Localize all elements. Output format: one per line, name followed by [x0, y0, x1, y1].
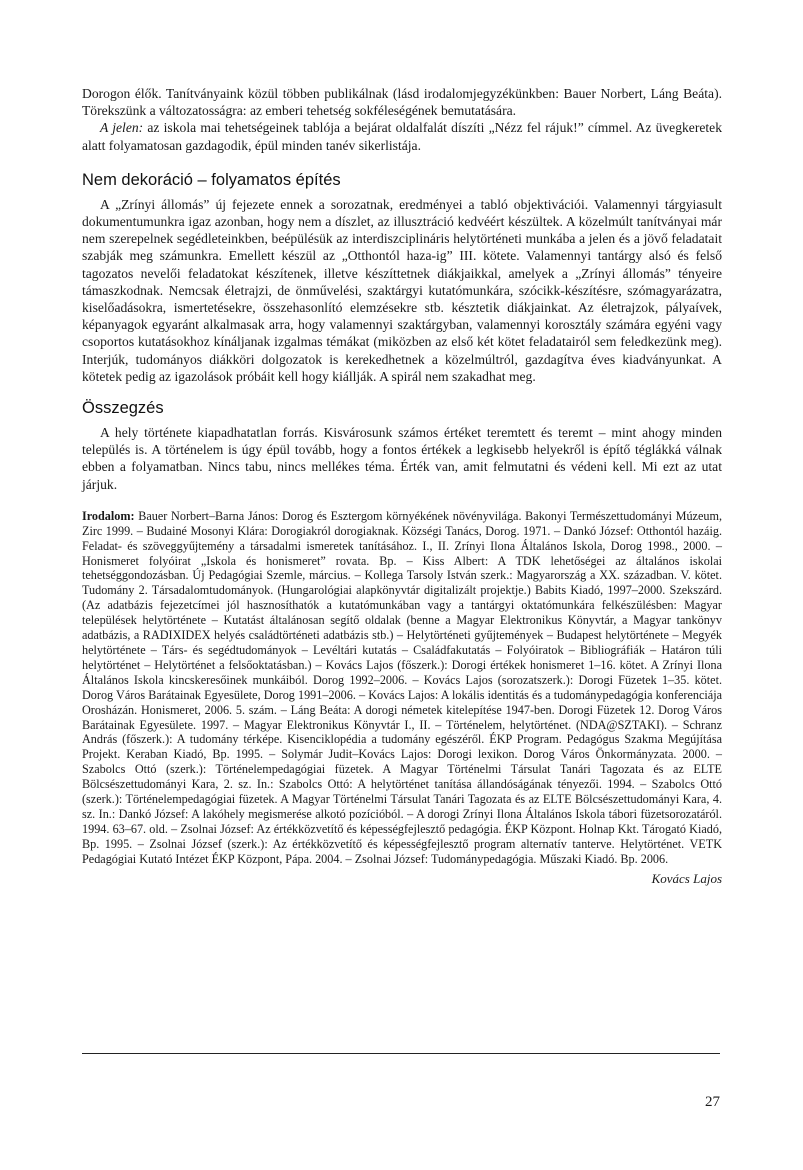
author-signature: Kovács Lajos: [651, 870, 722, 886]
footer-rule: [82, 1053, 720, 1054]
section-title-nem-dekoracio: Nem dekoráció – folyamatos építés: [82, 170, 341, 189]
references: [82, 509, 722, 867]
page-number: 27: [705, 1094, 720, 1110]
intro-paragraph-jelen: [82, 119, 722, 153]
section1-paragraph: A „Zrínyi állomás” új fejezete ennek a sorozatnak, eredményei a tabló objektivációi. Valamennyi tárgyiasult dokumentumunkra igaz azonban, hogy nem a díszlet, az illusztráció kedvéért készültek. A közelmúlt tanítványai már nem szerepelnek segédleteinkben, beépülésük az interdiszciplináris helytörténeti munkába a jelen és a jövő feladatait szabják meg számunkra. Emellett készül az „Otthontól haza-ig” III. kötete. Valamennyi tantárgy alsó és felső tagozatos nevelői feladatokat készítenek, illetve készíttetnek diákjaikkal, amelyek a „Zrínyi állomás” tényeire támaszkodnak. Nemcsak életrajzi, de önművelési, szaktárgyi kutatómunkára, szócikk-készítésre, szómagyarázatra, kiselőadásokra, ismertetésekre, összehasonlító elemzésekre stb. késztetik diákjainkat. Az életrajzok, pályaívek, képanyagok egyaránt alkalmasak arra, hogy valamennyi szaktárgyban, valamennyi korosztály számára egyéni vagy csoportos kutatásokhoz kínáljanak izgalmas témákat (miközben az első két kötet feladatairól sem feledkezünk meg). Interjúk, tudományos diákköri dolgozatok is kerekedhetnek a közelmúltról, gazdagítva éves kiadványunkat. A kötetek pedig az igazolások próbáit kell hogy kiállják. A spirál nem szakadhat meg.: [82, 196, 722, 384]
references-label: Irodalom:: [82, 508, 135, 523]
jelen-lead: A jelen:: [100, 120, 144, 136]
intro-paragraph: Dorogon élők. Tanítványaink közül többen publikálnak (lásd irodalomjegyzékünkben: Bauer Norbert, Láng Beáta). Törekszünk a változatosságra: az emberi tehetség sokféleségének bemutatására.: [82, 86, 722, 119]
section-title-osszegzes: Összegzés: [82, 399, 164, 418]
references-text: Bauer Norbert–Barna János: Dorog és Esztergom környékének növényvilága. Bakonyi Természettudományi Múzeum, Zirc 1999. – Budainé Mosonyi Klára: Dorogiakról dorogiaknak. Községi Tanács, Dorog. 1971. – Dankó József: Otthontól hazáig. Feladat- és szöveggyűjtemény a társadalmi ismeretek tanításához. I., II. Zrínyi Ilona Általános Iskola, Dorog 1998., 2000. – Honismeret folyóirat „Iskola és honismeret” rovata. Bp. – Kiss Albert: A TDK lehetőségei az általános iskolai tehetséggondozásban. Új Pedagógiai Szemle, március. – Kollega Tarsoly István szerk.: Magyarország a XX. században. V. kötet. Tudomány 2. Társadalomtudományok. (Hungarológiai alapkönyvtár digitalizált projektje.) Babits Kiadó, 1997–2000. Szekszárd. (Az adatbázis fejezetcímei jól hasznosíthatók a kutatómunkában vagy a tantárgyi oktatómunkára felkészülésben: Magyar települések helytörténete – Kutatást általánosan segítő oldalak (benne a Magyar Elektronikus Könyvtár, a Magyar tankönyv adatbázis, a RADIXIDEX helyés családtörténeti adatbázis stb.) – Helytörténeti gyűjtemények – Budapest helytörténete – Megyék helytörténete – Társ- és segédtudományok – Levéltári kutatás – Családfakutatás – Folyóiratok – Bibliográfiák – Határon túli helytörténet – Helytörténet a felsőoktatásban.) – Kovács Lajos (főszerk.): Dorogi értékek honismeret 1–16. kötet. A Zrínyi Ilona Általános Iskola kincskeresőinek munkáiból. Dorog 1992–2006. – Kovács Lajos (sorozatszerk.): Dorogi Füzetek 1–35. kötet. Dorog Város Barátainak Egyesülete, Dorog 1991–2006. – Kovács Lajos: A lokális identitás és a tudománypedagógia konferenciája Orosházán. Honismeret, 2006. 5. szám. – Láng Beáta: A dorogi németek kitelepítése 1947-ben. Dorogi Füzetek 12. Dorog Város Barátainak Egyesülete. 1997. – Magyar Elektronikus Könyvtár I., II. – Történelem, helytörténet. (NDA@SZTAKI). – Schranz András (főszerk.): A tudomány térképe. Kisenciklopédia a tudomány egészéről. ÉKP Program. Pedagógus Szakma Megújítása Projekt. Keraban Kiadó, Bp. 1995. – Solymár Judit–Kovács Lajos: Dorogi lexikon. Dorog Város Önkormányzata. 2000. – Szabolcs Ottó (szerk.): Történelempedagógiai füzetek. A Magyar Történelmi Társulat Tanári Tagozata és az ELTE Bölcsészettudományi Kara, 2. sz. In.: Szabolcs Ottó: A helytörténet tanítása állandóságának tényezői. 1994. – Szabolcs Ottó (szerk.): Történelempedagógiai füzetek. A Magyar Történelmi Társulat Tanári Tagozata és az ELTE Bölcsészettudományi Kara, 4. sz. In.: Dankó József: A lakóhely megismerése alkotó pozícióból. – A dorogi Zrínyi Ilona Általános Iskola tábori füzetsorozatáról. 1994. 63–67. old. – Zsolnai József: Az értékközvetítő és képességfejlesztő pedagógia. ÉKP Központ. Holnap Kkt. Tárogató Kiadó, Bp. 1995. – Zsolnai József (szerk.): Az értékközvetítő és képességfejlesztő program alternatív tanterve. Helytörténet. VETK Pedagógiai Kutató Intézet ÉKP Központ, Pápa. 2004. – Zsolnai József: Tudománypedagógia. Műszaki Kiadó. Bp. 2006.: [82, 508, 722, 866]
jelen-rest: az iskola mai tehetségeinek tablója a bejárat oldalfalát díszíti „Nézz fel rájuk!” címmel. Az üvegkeretek alatt folyamatosan gazdagodik, épül minden tanév sikerlistája.: [82, 120, 722, 153]
article-page: [82, 85, 722, 887]
section2-paragraph: A hely története kiapadhatatlan forrás. Kisvárosunk számos értéket teremtett és teremt – mint ahogy minden település is. A történelem is úgy épül tovább, hogy a fontos értékek a legkisebb helyekről is építő téglákká válnak ebben a folyamatban. Nincs tabu, nincs mellékes téma. Érték van, amit felmutatni és védeni kell. Mi ezt az utat járjuk.: [82, 425, 722, 492]
